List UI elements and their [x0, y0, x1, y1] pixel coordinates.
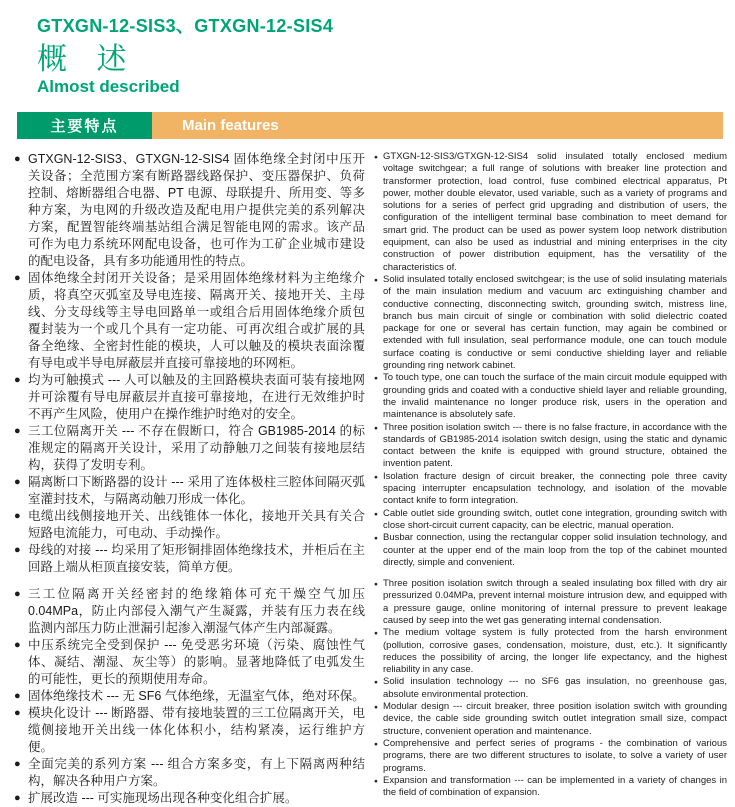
- feature-item-en-text: Three position isolation switch --- there is no false fracture, in accordance with the standards of GB1985-2014 isolation switch design, using the static and dynamic contact between the knife is equipped with ground structure, obtained the invention patent.: [383, 421, 727, 470]
- bullet-icon: ●: [14, 272, 21, 284]
- feature-item-cn-text: 全面完美的系列方案 --- 组合方案多变，有上下隔离两种结构，解决各种用户方案。: [28, 757, 365, 788]
- feature-item-en: [374, 372, 727, 421]
- feature-item-cn-text: 均为可触摸式 --- 人可以触及的主回路模块表面可装有接地网并可涂覆有导电屏蔽层并直接可靠接地，在进行无效维护时不再产生风险，使用户在操作维护时绝对的安全。: [28, 373, 365, 421]
- overview-heading-cn: 概 述: [37, 42, 137, 77]
- feature-item-cn-text: 电缆出线侧接地开关、出线锥体一体化，接地开关具有关合短路电流能力，可电动、手动操作。: [28, 509, 365, 540]
- feature-item-en-text: Busbar connection, using the rectangular copper solid insulation technology, and counter at the upper end of the main loop from the top of the cabinet mounted directly, simple and convenient.: [383, 532, 727, 568]
- feature-item-cn-text: 扩展改造 --- 可实施现场出现各种变化组合扩展。: [28, 791, 298, 805]
- feature-item-cn-text: 三工位隔离开关 --- 不存在假断口，符合 GB1985-2014 的标准规定的隔离开关设计，采用了动静触刀之间装有接地层结构，获得了发明专利。: [28, 424, 365, 472]
- feature-item-en-text: Isolation fracture design of circuit breaker, the connecting pole three cavity spacing interrupter encapsulation technology, and isolation of the movable contact knife to form integration.: [383, 470, 727, 507]
- feature-item-cn: [14, 756, 365, 790]
- feature-item-en: [374, 274, 727, 372]
- feature-item-cn: [14, 542, 365, 576]
- bullet-icon: ●: [14, 707, 21, 719]
- bullet-icon: ●: [374, 679, 378, 687]
- feature-item-en-text: Solid insulation technology --- no SF6 gas insulation, no greenhouse gas, absolute environmental protection.: [383, 676, 727, 700]
- feature-item-cn-text: GTXGN-12-SIS3、GTXGN-12-SIS4 固体绝缘全封闭中压开关设备；全范围方案有断路器线路保护、变压器保护、负荷控制、熔断器组合电器、PT 电源、母联提升、所用变、等多种方案，为电网的升级改造及配电用户提供完美的系列解决方案，配置智能终端基站组合满足智能电网的需求。该产品可作为电力系统环网配电设备，也可作为工矿企业城市建设的配电设备，具有多功能通用性的特点。: [28, 152, 365, 268]
- feature-item-en-text: To touch type, one can touch the surface of the main circuit module equipped with grounding grids and coated with a conductive shield layer and reliable grounding, the invalid maintenance no longer produce risk, users in the operation and maintenance is absolutely safe.: [383, 372, 727, 421]
- bullet-icon: ●: [374, 424, 378, 432]
- feature-item-cn-text: 固体绝缘技术 --- 无 SF6 气体绝缘，无温室气体，绝对环保。: [28, 689, 365, 703]
- feature-item-en: [374, 701, 727, 738]
- feature-item-cn: [14, 270, 365, 372]
- feature-item-en-text: Solid insulated totally enclosed switchgear; is the use of solid insulating materials of the main insulation medium and vacuum arc extinguishing chamber and conductive connecting, disconnecting switch, grounding switch, mistress line, branch bus main circuit of single or combination with solid dielectric coated package for one or several has certain function, may again be combined or extended with full insulation, seal performance module, one can touch module surface coating is conductive or semi conductive shielding layer and reliable grounding ring network cabinet.: [383, 273, 727, 372]
- feature-item-en-text: Comprehensive and perfect series of programs - the combination of various programs, there are two different structures to isolate, to solve a variety of user programs.: [383, 737, 727, 774]
- bullet-icon: ●: [374, 510, 378, 518]
- bullet-icon: ●: [374, 704, 378, 712]
- feature-item-en: [374, 471, 727, 508]
- feature-item-en-text: The medium voltage system is fully protected from the harsh environment (pollution, corrosive gases, condensation, moisture, dust, etc.). It significantly reduces the possibility of arcing, the longer life expectancy, and the highest reliability in any case.: [383, 627, 727, 676]
- feature-item-cn: [14, 474, 365, 508]
- feature-item-en-text: Modular design --- circuit breaker, three position isolation switch with grounding device, the cable side grounding switch outlet integration small size, compact structure, convenient operation and maintenance.: [383, 701, 727, 737]
- page-title: GTXGN-12-SIS3、GTXGN-12-SIS4: [37, 16, 334, 36]
- feature-item-en: [374, 578, 727, 627]
- feature-item-en: [374, 508, 727, 533]
- feature-item-cn: [14, 151, 365, 270]
- bullet-icon: ●: [374, 473, 378, 481]
- feature-item-cn-text: 母线的对接 --- 均采用了矩形铜排固体绝缘技术，并柜后在主回路上端从柜顶直接安装，简单方便。: [28, 543, 365, 574]
- bullet-icon: ●: [14, 374, 21, 386]
- bullet-icon: ●: [14, 639, 21, 651]
- features-section-bar: [17, 112, 723, 139]
- bullet-icon: ●: [14, 544, 21, 556]
- feature-item-en: [374, 775, 727, 800]
- bullet-icon: ●: [14, 690, 21, 702]
- feature-item-cn-text: 中压系统完全受到保护 --- 免受恶劣环境（污染、腐蚀性气体、凝结、潮湿、灰尘等）的影响。显著地降低了电弧发生的可能性，更长的预期使用寿命。: [28, 638, 365, 686]
- features-column-chinese: [14, 151, 365, 807]
- feature-item-cn: [14, 790, 365, 807]
- feature-item-en: [374, 151, 727, 274]
- bullet-icon: ●: [374, 276, 378, 284]
- feature-item-cn-text: 三工位隔离开关经密封的绝缘箱体可充干燥空气加压 0.04MPa，防止内部侵入潮气产生凝露，并装有压力表在线监测内部压力防止泄漏引起渗入潮湿气体产生内部凝露。: [28, 587, 365, 635]
- bullet-icon: ●: [374, 777, 378, 785]
- feature-item-cn: [14, 372, 365, 423]
- bullet-icon: ●: [374, 740, 378, 748]
- bullet-icon: ●: [14, 792, 21, 804]
- bullet-icon: ●: [14, 153, 21, 165]
- bullet-icon: ●: [14, 588, 21, 600]
- feature-item-cn: [14, 688, 365, 705]
- bullet-icon: ●: [374, 375, 378, 383]
- feature-item-en-text: Three position isolation switch through a sealed insulating box filled with dry air pressurized 0.04MPa, prevent internal moisture intrusion dew, and equipped with a pressure gauge, online monitoring of internal pressure to prevent leakage caused by seep into the wet gas generating internal condensation.: [383, 578, 727, 626]
- feature-item-cn-text: 固体绝缘全封闭开关设备；是采用固体绝缘材料为主绝缘介质，将真空灭弧室及导电连接、隔离开关、接地开关、主母线、分支母线等主导电回路单一或组合后用固体绝缘介质包覆封装为一个或几个具有一定功能、可再次组合或扩展的具备全绝缘、全密封性能的模块，人可以触及的模块表面涂覆有导电或半导电屏蔽层并直接可靠接地的环网柜。: [28, 271, 365, 370]
- bullet-icon: ●: [374, 535, 378, 543]
- feature-item-cn: [14, 637, 365, 688]
- features-bar-label-cn: 主要特点: [17, 112, 152, 139]
- feature-item-en: [374, 532, 727, 569]
- bullet-icon: ●: [14, 510, 21, 522]
- bullet-icon: ●: [14, 758, 21, 770]
- features-bar-label-en: Main features: [152, 112, 723, 139]
- bullet-icon: ●: [374, 630, 378, 638]
- feature-item-cn: [14, 508, 365, 542]
- bullet-icon: ●: [14, 476, 21, 488]
- feature-item-en-text: Expansion and transformation --- can be implemented in a variety of changes in the field of combination of expansion.: [383, 774, 727, 799]
- feature-item-cn-text: 隔离断口下断路器的设计 --- 采用了连体极柱三腔体间隔灭弧室灌封技术，与隔离动触刀形成一体化。: [28, 475, 365, 506]
- feature-item-en: [374, 422, 727, 471]
- bullet-icon: ●: [374, 581, 378, 589]
- feature-item-en: [374, 676, 727, 701]
- features-column-english: [374, 151, 727, 807]
- features-columns: [0, 139, 735, 807]
- bullet-icon: ●: [14, 425, 21, 437]
- feature-item-en: [374, 738, 727, 775]
- feature-item-en-text: Cable outlet side grounding switch, outlet cone integration, grounding switch with close short-circuit current capacity, can be electric, manual operation.: [383, 507, 727, 531]
- feature-item-cn-text: 模块化设计 --- 断路器、带有接地装置的三工位隔离开关，电缆侧接地开关出线一体化体积小，结构紧凑，运行维护方便。: [28, 706, 365, 754]
- feature-item-cn: [14, 586, 365, 637]
- feature-item-cn: [14, 705, 365, 756]
- page-header: [0, 0, 735, 97]
- feature-item-cn: [14, 423, 365, 474]
- feature-item-en: [374, 627, 727, 676]
- overview-heading-en: Almost described: [37, 77, 180, 96]
- bullet-icon: ●: [374, 154, 378, 161]
- feature-item-en-text: GTXGN-12-SIS3/GTXGN-12-SIS4 solid insulated totally enclosed medium voltage switchgear; a full range of solutions with breaker line protection and transformer protection, load control, fuse combined electrical apparatus, Pt power, mother double elevator, used variable, such as a variety of programs and solutions for a series of perfect grid upgrading and distribution of users, the configuration of the intelligent terminal base combination to meet demand for smart grid. The product can be used as power system loop network distribution equipment, can also be used as industrial and mining enterprises in the city construction of power distribution equipment, has the versatility of the characteristics of.: [383, 151, 727, 273]
